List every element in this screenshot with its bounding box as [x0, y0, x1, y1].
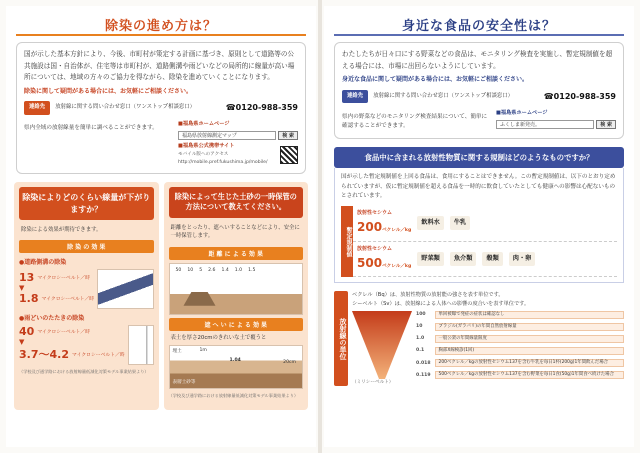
left-web-section [24, 120, 298, 167]
search-input[interactable]: 福島県放射線測定マップ [178, 131, 276, 140]
food-seafood: 魚介類 [450, 252, 477, 267]
unit-label: マイクロシーベルト／時 [37, 330, 90, 336]
right-contact [342, 90, 616, 104]
distance-chart [169, 263, 304, 315]
panel1-note: （学校及び通学路における放射線量低減化対策モデル事業結果より） [19, 369, 149, 375]
case2-before: 40 [19, 325, 35, 339]
units-label: 放射線の単位 [334, 291, 348, 386]
right-page [324, 6, 634, 447]
dose-desc: ブラジル(ガラパリ)の年間自然放射線量 [435, 323, 624, 331]
dose-ladder [352, 311, 624, 379]
dose-value: 0.119 [416, 372, 431, 378]
panel1-band: 除 染 の 効 果 [19, 240, 154, 253]
web-link-homepage[interactable]: ■福島県ホームページ [496, 109, 548, 116]
regulation-body [334, 168, 624, 283]
dist-val: 10 [187, 267, 194, 273]
limit-value: 500 [357, 256, 383, 271]
dose-value: 1.0 [416, 336, 425, 342]
shield-label: 1m [199, 348, 207, 354]
case1-after: 1.8 [19, 291, 39, 305]
shield-label: 表層土砂等 [172, 380, 196, 386]
radiation-units-section [334, 291, 624, 386]
limit-unit: ベクレル／kg [382, 228, 412, 234]
food-meat-eggs: 肉・卵 [509, 252, 536, 267]
unit-label: マイクロシーベルト／時 [41, 296, 95, 302]
right-question: 身近な食品に関して疑問がある場合には、お気軽にご相談ください。 [342, 76, 529, 84]
limit-row [353, 242, 617, 278]
left-intro-text: 国が示した基本方針により、今後、市町村が策定する計画に基づき、原則として道路等の公共施設は国・自治体が、住宅等は市町村が、道路側溝や雨どいなどの局所的に線量が高い場所については、地域の方々のご協力を得ながら、除染を進めていくことになります。 [24, 50, 295, 82]
left-intro-box [16, 42, 306, 174]
left-title: 除染の進め方は？ [16, 14, 306, 36]
search-input[interactable]: ふくしま新発売。 [496, 120, 594, 129]
web-link-homepage[interactable]: ■福島県ホームページ [178, 121, 230, 128]
shield-label: 埋土 [172, 349, 182, 355]
dist-val: 1.4 [221, 267, 229, 273]
unit-label: マイクロシーベルト／時 [37, 275, 90, 281]
gutter-illustration [97, 269, 153, 309]
search-button[interactable]: 検 索 [596, 120, 616, 129]
left-contact [24, 101, 298, 115]
dose-value: 100 [416, 312, 426, 318]
dist-val: 50 [175, 267, 182, 273]
dose-desc: 200ベクレル／kgの放射性セシウム137を含む牛乳を毎日1杯(200g)1年間飲んだ場合 [435, 359, 624, 367]
down-arrow-icon: ▼ [19, 283, 25, 292]
panel1-text: 除染による効果が期待できます。 [21, 226, 102, 233]
downspout-illustration [128, 325, 154, 365]
dist-val: 1.0 [234, 267, 243, 273]
web-links [496, 109, 616, 133]
panel2-band2: 遮 へ い に よ る 効 果 [169, 318, 304, 331]
shield-label: 20cm [283, 360, 296, 366]
right-intro-text: わたしたちが日々口にする野菜などの食品は、モニタリング検査を実施し、暫定規制値を超える場合には、市場に出回らないようにしています。 [342, 50, 613, 70]
left-question: 除染に関して疑問がある場合には、お気軽にご相談ください。 [24, 87, 193, 95]
url-label: モバイル版へのアクセス [178, 152, 229, 158]
shield-label: 1.04 [229, 358, 241, 364]
contact-tag: 連絡先 [342, 90, 368, 103]
dist-val: 5 [199, 267, 203, 273]
dist-val: 1.5 [248, 267, 256, 273]
storage-panel [164, 182, 309, 410]
unit-label: マイクロシーベルト／時 [71, 352, 125, 358]
phone-number[interactable]: ☎0120-988-359 [543, 91, 616, 101]
regulation-heading: 食品中に含まれる放射性物質に関する規制はどのようなものですか？ [334, 147, 624, 168]
search-row [496, 120, 616, 129]
soil-mound-icon [180, 292, 220, 306]
limits-label: 暫定規制値 [341, 206, 353, 278]
panel2-heading: 除染によって生じた土砂の一時保管の方法について教えてください。 [169, 187, 304, 217]
dist-val: 2.6 [208, 267, 216, 273]
dose-value: 10 [416, 324, 423, 330]
dose-desc: 500ベクレル／kgの放射性セシウム137を含む野菜を毎日1食(50g)1年間食べ続けた場合 [435, 371, 624, 379]
shield-illustration [169, 345, 304, 389]
food-vegetables: 野菜類 [417, 252, 444, 267]
down-arrow-icon: ▼ [19, 338, 25, 347]
contact-tag: 連絡先 [24, 101, 50, 114]
limit-value: 200 [357, 220, 383, 235]
case2-after: 3.7～4.2 [19, 348, 69, 362]
food-water: 飲料水 [417, 216, 444, 231]
web-link-mobile[interactable]: ■福島県公式携帯サイト [178, 143, 235, 150]
dose-unit: （ミリシーベルト） [352, 380, 394, 386]
web-desc: 県内全域の放射線量を簡単に調べることができます。 [24, 125, 158, 132]
shield-text: 表土を厚さ20cmのきれいな土で覆うと [170, 334, 267, 341]
dose-value: 0.018 [416, 360, 431, 366]
right-title: 身近な食品の安全性は？ [334, 14, 624, 36]
sv-text: シーベルト（Sv）は、放射線による人体への影響の度合いを表す単位です。 [352, 300, 530, 307]
right-web-section [342, 109, 616, 133]
case1-before: 13 [19, 270, 35, 284]
left-panels [14, 182, 308, 410]
limits-table [341, 206, 617, 278]
cesium-label: 放射性セシウム [357, 209, 392, 216]
case2-title: ●雨どいのたたきの除染 [19, 315, 85, 323]
food-grains: 穀類 [482, 252, 502, 267]
search-row [178, 131, 298, 140]
web-desc: 県内の野菜などのモニタリング検査結果について、簡単に確認することができます。 [342, 113, 488, 130]
phone-number[interactable]: ☎0120-988-359 [225, 103, 298, 113]
regulation-text: 国が示した暫定規制値を上回る食品は、食用にすることはできません。この暫定規制値は、以下のとおり定められていますが、仮に暫定規制値を超える食品を一時的に飲食していたとしても健康への影響は心配ないものとされています。 [341, 174, 616, 200]
contact-text: 放射線に関する問い合わせ窓口（ワンストップ相談窓口） [373, 92, 514, 99]
dose-triangle [352, 311, 412, 379]
bq-text: ベクレル（Bq）は、放射性物質の放射能の強さを表す単位です。 [352, 292, 504, 299]
dose-value: 0.1 [416, 348, 425, 354]
food-milk: 牛乳 [450, 216, 470, 231]
limit-unit: ベクレル／kg [382, 264, 412, 270]
cesium-label: 放射性セシウム [357, 245, 392, 252]
right-intro-box [334, 42, 624, 139]
left-page [6, 6, 316, 447]
page-spine [318, 0, 322, 453]
search-button[interactable]: 検 索 [278, 131, 298, 140]
panel1-heading: 除染によりどのくらい線量が下がりますか？ [19, 187, 154, 219]
web-links [178, 120, 298, 167]
case1-title: ●道路側溝の除染 [19, 259, 67, 267]
mobile-url[interactable]: http://mobile.pref.fukushima.jp/mobile/ [178, 160, 268, 166]
dose-desc: 胸部X線検診(1回) [435, 347, 624, 355]
contact-text: 放射線に関する問い合わせ窓口（ワンストップ相談窓口） [55, 104, 196, 111]
decon-effect-panel [14, 182, 159, 410]
panel2-note: （学校及び通学路における放射線量低減化対策モデル事業結果より） [168, 393, 299, 399]
panel2-text: 距離をとったり、遮へいすることなどにより、安全に一時保管します。 [170, 224, 300, 240]
dose-desc: 一般公衆の年間線量限度 [435, 335, 624, 343]
limit-row [353, 206, 617, 242]
qr-code-icon [280, 146, 298, 164]
dose-desc: 単回被曝で発症の症状は確認なし [435, 311, 624, 319]
panel2-band1: 距 離 に よ る 効 果 [169, 247, 304, 260]
